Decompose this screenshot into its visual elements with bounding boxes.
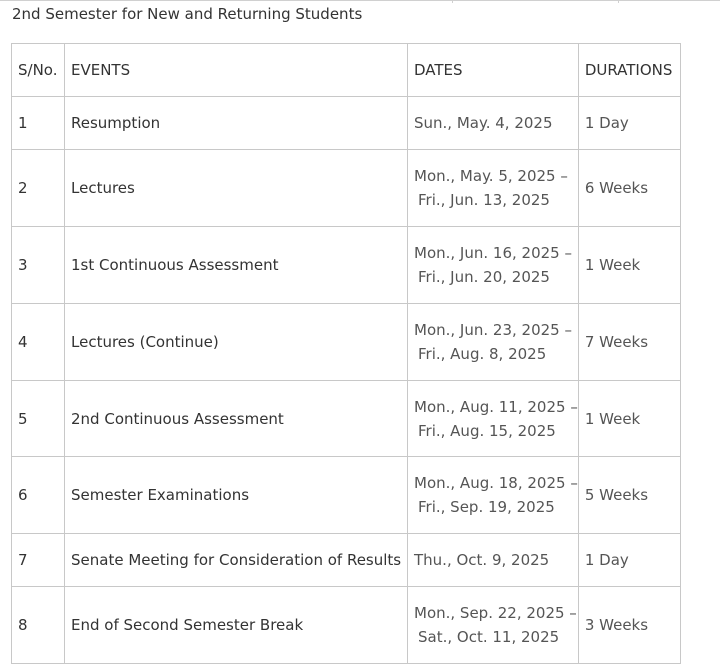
event-dates bbox=[408, 457, 579, 534]
event-dates bbox=[408, 227, 579, 304]
event-duration: 1 Week bbox=[578, 227, 680, 304]
row-number: 4 bbox=[12, 304, 65, 381]
date-end: Fri., Jun. 13, 2025 bbox=[418, 191, 550, 209]
event-dates bbox=[408, 587, 579, 664]
event-duration: 1 Day bbox=[578, 97, 680, 150]
event-name: 2nd Continuous Assessment bbox=[65, 381, 408, 457]
date-start: Thu., Oct. 9, 2025 bbox=[414, 551, 550, 569]
event-duration: 1 Day bbox=[578, 534, 680, 587]
event-name: 1st Continuous Assessment bbox=[65, 227, 408, 304]
event-duration: 6 Weeks bbox=[578, 150, 680, 227]
table-row bbox=[12, 587, 681, 664]
row-number: 8 bbox=[12, 587, 65, 664]
row-number: 6 bbox=[12, 457, 65, 534]
date-end: Fri., Aug. 15, 2025 bbox=[418, 421, 556, 440]
column-header-dates: DATES bbox=[408, 44, 579, 97]
event-name: Senate Meeting for Consideration of Results bbox=[65, 534, 408, 587]
table-row bbox=[12, 304, 681, 381]
top-divider bbox=[0, 0, 720, 1]
row-number: 3 bbox=[12, 227, 65, 304]
table-row bbox=[12, 381, 681, 457]
event-name: Resumption bbox=[65, 97, 408, 150]
date-end: Fri., Aug. 8, 2025 bbox=[418, 345, 547, 363]
row-number: 2 bbox=[12, 150, 65, 227]
table-row bbox=[12, 534, 681, 587]
event-name: Semester Examinations bbox=[65, 457, 408, 534]
event-duration: 3 Weeks bbox=[578, 587, 680, 664]
date-end: Sat., Oct. 11, 2025 bbox=[418, 628, 560, 646]
date-start: Mon., Sep. 22, 2025 – bbox=[414, 604, 577, 622]
date-start: Mon., Aug. 11, 2025 – bbox=[414, 397, 578, 416]
date-start: Mon., Aug. 18, 2025 – bbox=[414, 474, 578, 492]
column-header-events: EVENTS bbox=[65, 44, 408, 97]
table-row bbox=[12, 97, 681, 150]
section-heading: 2nd Semester for New and Returning Students bbox=[12, 5, 363, 23]
event-duration: 1 Week bbox=[578, 381, 680, 457]
date-end: Fri., Sep. 19, 2025 bbox=[418, 498, 555, 516]
row-number: 7 bbox=[12, 534, 65, 587]
date-start: Mon., Jun. 23, 2025 – bbox=[414, 321, 572, 339]
event-dates bbox=[408, 304, 579, 381]
event-dates bbox=[408, 534, 579, 587]
column-header-sn: S/No. bbox=[12, 44, 65, 97]
event-name: End of Second Semester Break bbox=[65, 587, 408, 664]
row-number: 5 bbox=[12, 381, 65, 457]
table-row bbox=[12, 457, 681, 534]
event-name: Lectures (Continue) bbox=[65, 304, 408, 381]
table-row bbox=[12, 227, 681, 304]
top-divider-tick bbox=[452, 0, 453, 3]
column-header-durations: DURATIONS bbox=[578, 44, 680, 97]
table-header-row bbox=[12, 44, 681, 97]
academic-calendar-table bbox=[11, 43, 681, 664]
event-dates bbox=[408, 150, 579, 227]
event-name: Lectures bbox=[65, 150, 408, 227]
date-start: Sun., May. 4, 2025 bbox=[414, 114, 553, 132]
row-number: 1 bbox=[12, 97, 65, 150]
event-duration: 5 Weeks bbox=[578, 457, 680, 534]
date-end: Fri., Jun. 20, 2025 bbox=[418, 268, 550, 286]
table-row bbox=[12, 150, 681, 227]
top-divider-tick bbox=[618, 0, 619, 3]
event-dates bbox=[408, 381, 579, 457]
date-start: Mon., Jun. 16, 2025 – bbox=[414, 244, 572, 262]
date-start: Mon., May. 5, 2025 – bbox=[414, 167, 568, 185]
event-dates bbox=[408, 97, 579, 150]
event-duration: 7 Weeks bbox=[578, 304, 680, 381]
